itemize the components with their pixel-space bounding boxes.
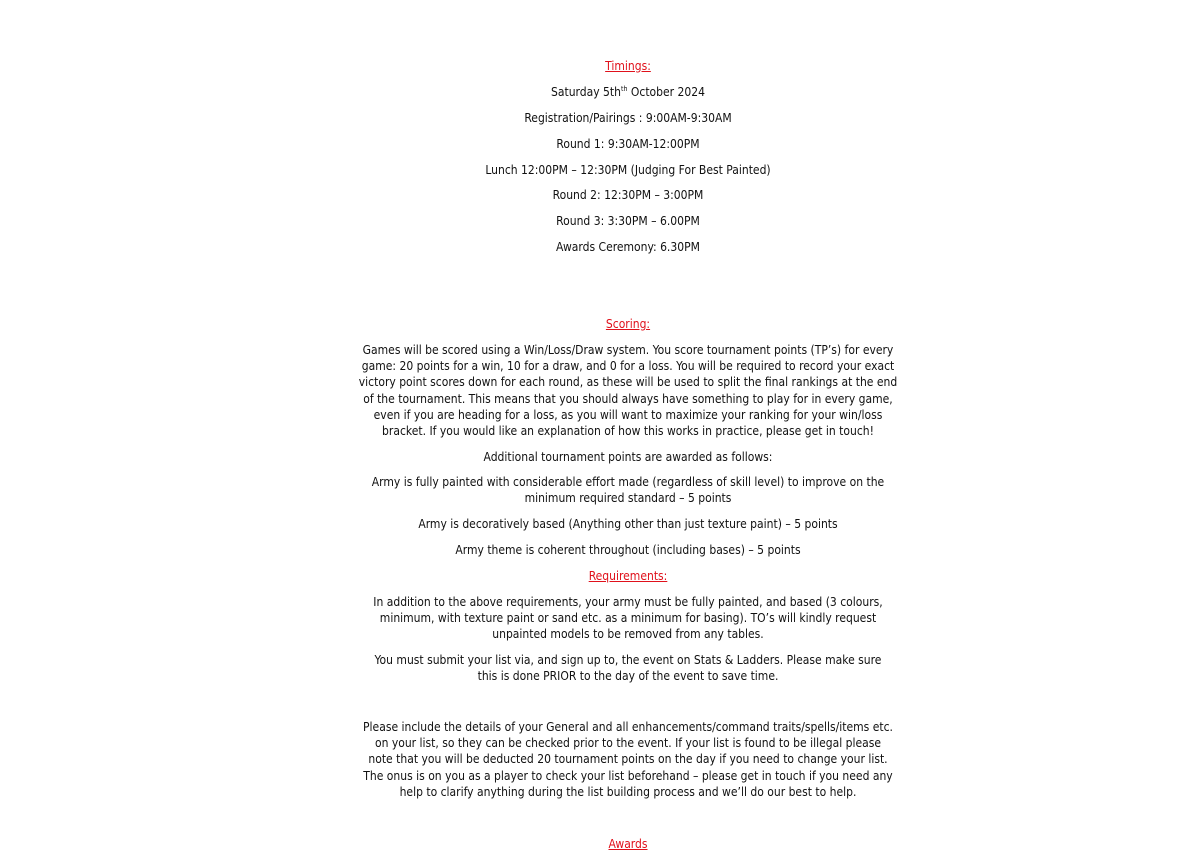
timings-date-suffix: October 2024 xyxy=(627,85,705,99)
requirements-paragraph-painted: In addition to the above requirements, your army must be fully painted, and based (3 colours, minimum, with texture paint or sand etc. as a minimum for basing). TO’s will kindly request unpainted models to be removed from any tables. xyxy=(373,595,883,642)
timings-date-sup: th xyxy=(621,85,628,93)
scoring-bonus-based: Army is decoratively based (Anything other than just texture paint) – 5 points xyxy=(418,517,838,531)
scoring-heading: Scoring: xyxy=(605,317,651,331)
requirements-heading: Requirements: xyxy=(588,569,668,583)
timings-line-awards: Awards Ceremony: 6.30PM xyxy=(556,240,700,254)
timings-line-registration: Registration/Pairings : 9:00AM-9:30AM xyxy=(524,111,732,125)
scoring-paragraph: Games will be scored using a Win/Loss/Draw system. You score tournament points (TP’s) for every game: 20 points for a win, 10 for a draw, and 0 for a loss. You will be required to record your exact victory point scores down for each round, as these will be used to split the final rankings at the end of the tournament. This means that you should always have something to play for in every game, even if you are heading for a loss, as you will want to maximize your ranking for your win/loss bracket. If you would like an explanation of how this works in practice, please get in touch! xyxy=(358,343,898,439)
timings-line-round-1: Round 1: 9:30AM-12:00PM xyxy=(556,137,700,151)
scoring-heading-row xyxy=(356,316,900,332)
timings-line-lunch: Lunch 12:00PM – 12:30PM (Judging For Best Painted) xyxy=(485,163,771,177)
scoring-bonus-theme: Army theme is coherent throughout (including bases) – 5 points xyxy=(455,543,801,557)
awards-heading: Awards xyxy=(608,837,648,851)
timings-date xyxy=(356,84,900,100)
requirements-heading-row xyxy=(356,568,900,584)
scoring-bonus-painted: Army is fully painted with considerable effort made (regardless of skill level) to improve on the minimum required standard – 5 points xyxy=(371,475,885,506)
requirements-paragraph-submit: You must submit your list via, and sign up to, the event on Stats & Ladders. Please make sure this is done PRIOR to the day of the event to save time. xyxy=(374,653,882,684)
timings-heading-row xyxy=(356,58,900,74)
requirements-paragraph-details: Please include the details of your General and all enhancements/command traits/spells/items etc. on your list, so they can be checked prior to the event. If your list is found to be illegal please note that you will be deducted 20 tournament points on the day if you need to change your list. The onus is on you as a player to check your list beforehand – please get in touch if you need any help to clarify anything during the list building process and we’ll do our best to help. xyxy=(363,720,893,799)
timings-date-prefix: Saturday 5th xyxy=(551,85,621,99)
timings-line-round-3: Round 3: 3:30PM – 6.00PM xyxy=(556,214,700,228)
awards-heading-row xyxy=(356,836,900,852)
scoring-additional: Additional tournament points are awarded as follows: xyxy=(483,450,773,464)
timings-line-round-2: Round 2: 12:30PM – 3:00PM xyxy=(552,188,704,202)
timings-heading: Timings: xyxy=(605,59,651,73)
